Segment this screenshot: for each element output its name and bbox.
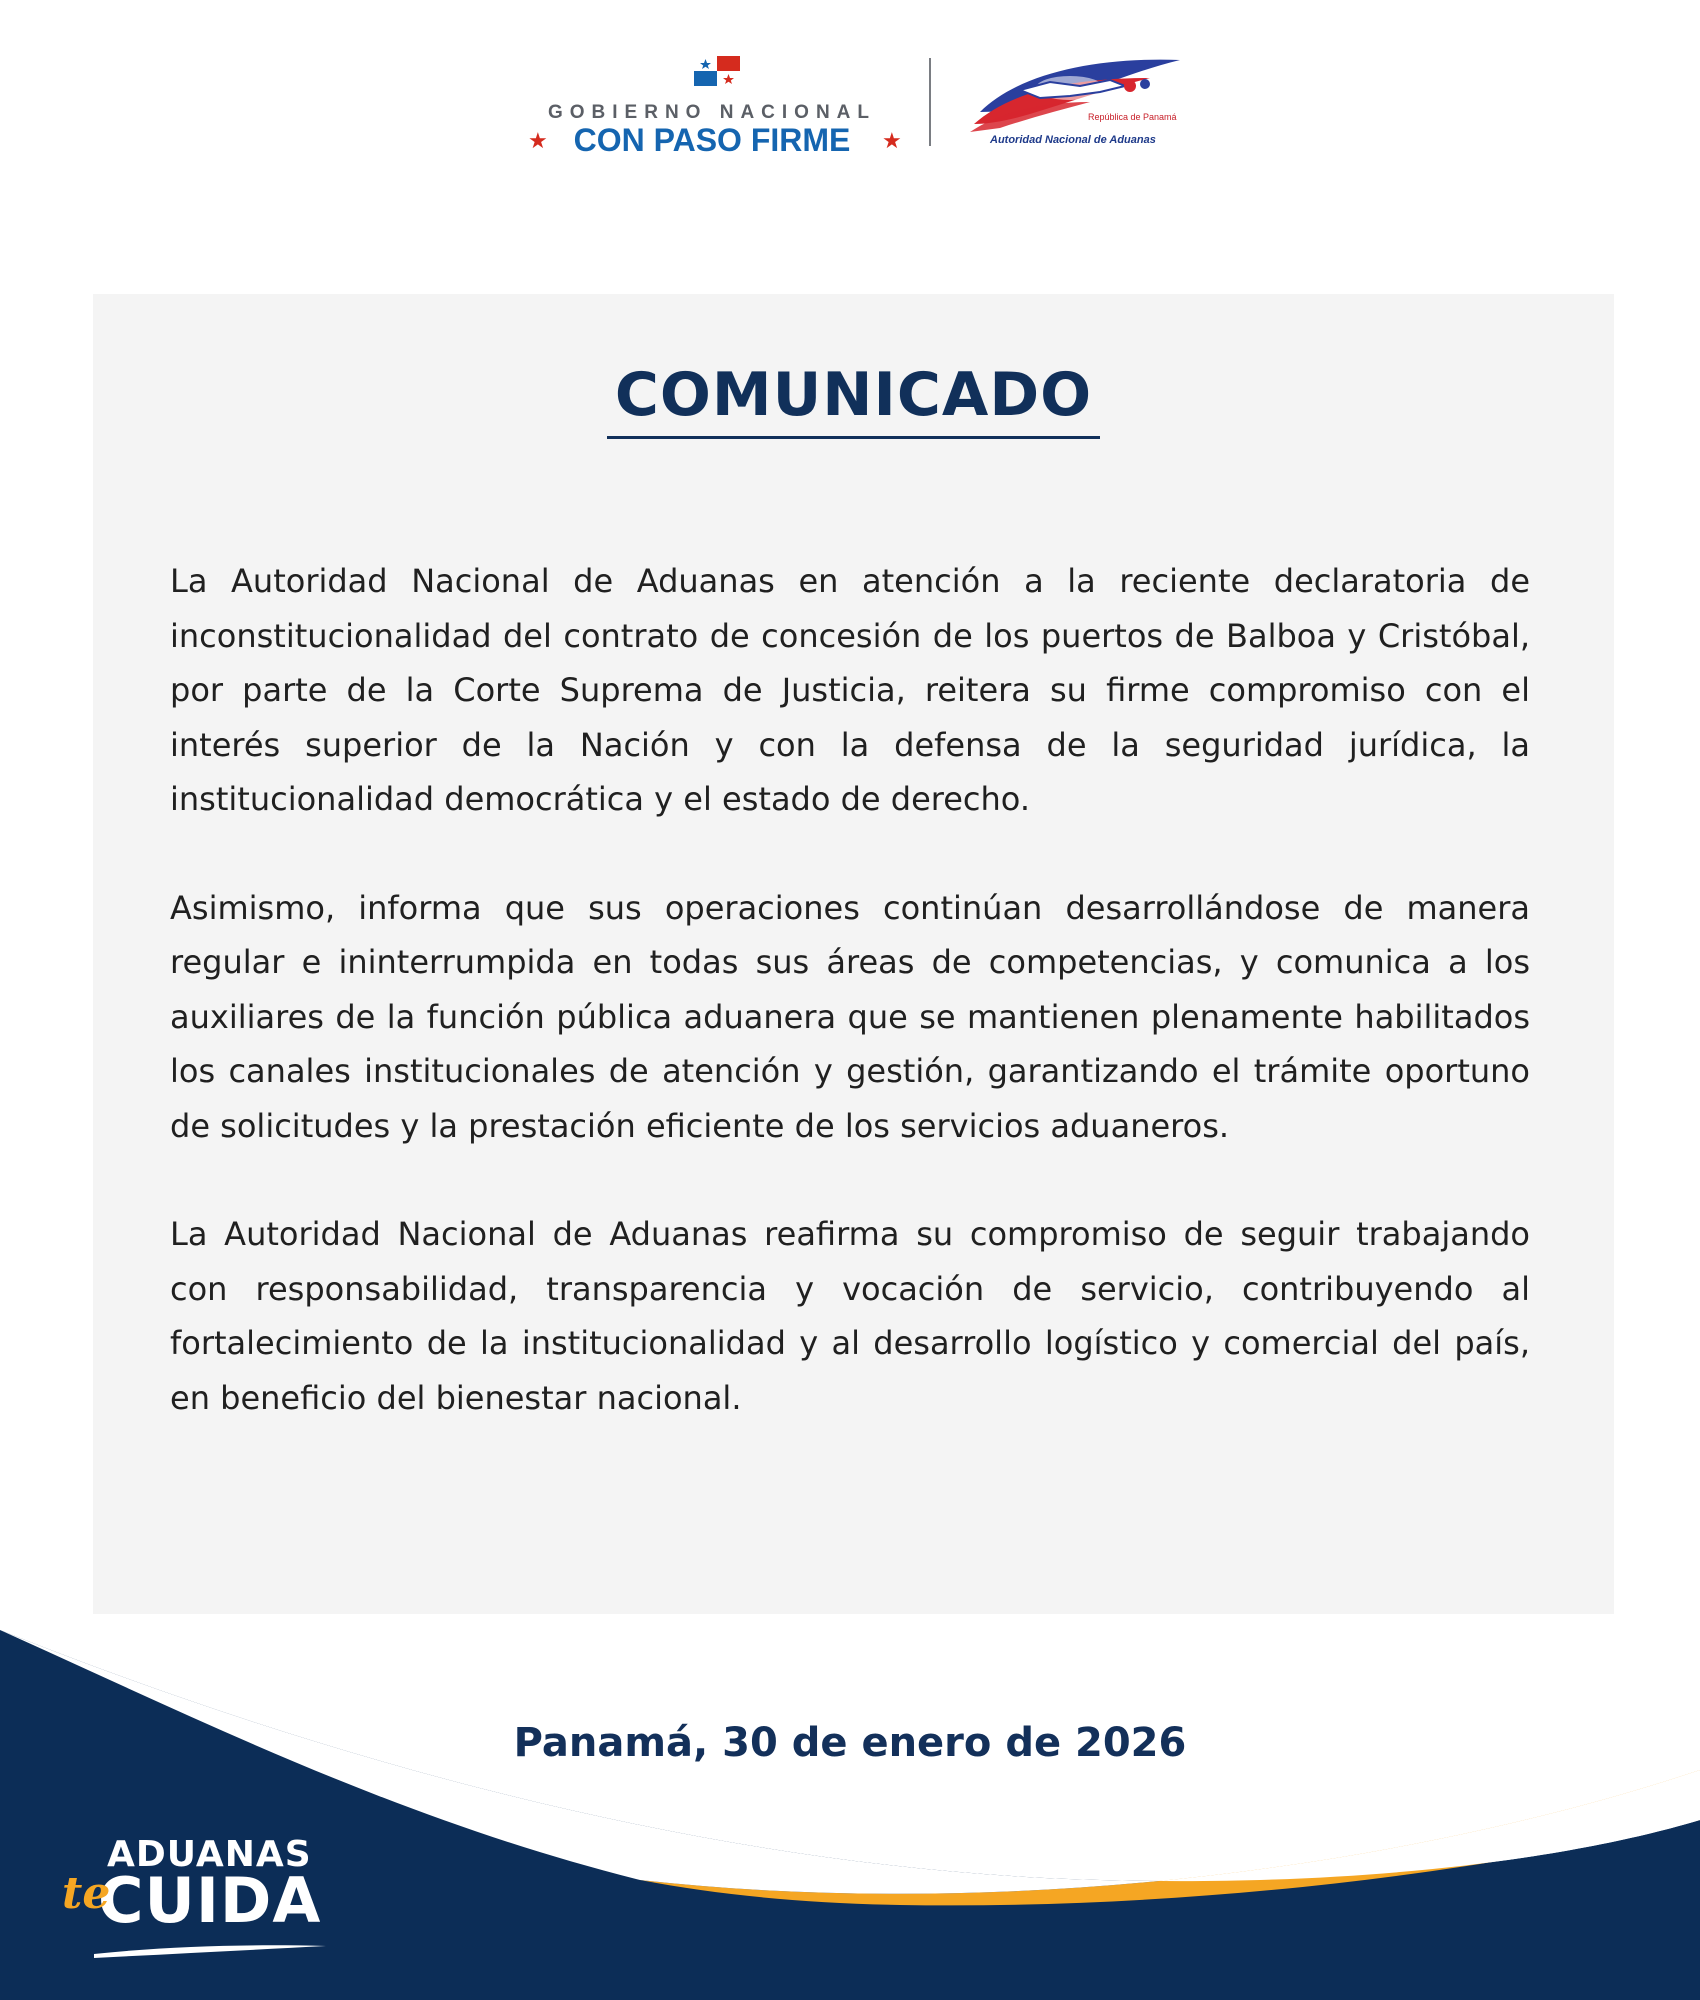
swoosh-icon xyxy=(90,1940,330,1960)
gobierno-nacional-logo xyxy=(522,56,902,156)
panama-flag-icon xyxy=(694,56,740,86)
header xyxy=(0,48,1700,158)
star-icon: ★ xyxy=(882,128,902,153)
brand-cuida: CUIDA xyxy=(98,1864,322,1937)
document-title xyxy=(93,360,1614,439)
brand-aduanas: ADUANAS xyxy=(107,1834,312,1875)
document-title-text: COMUNICADO xyxy=(607,360,1100,439)
autoridad-name-label: Autoridad Nacional de Aduanas xyxy=(990,134,1156,146)
gov-line-1: GOBIERNO NACIONAL xyxy=(548,102,876,123)
republica-label: República de Panamá xyxy=(1088,112,1177,122)
header-divider xyxy=(929,58,931,146)
communique-panel xyxy=(93,294,1614,1614)
autoridad-aduanas-logo xyxy=(960,52,1190,152)
paragraph: Asimismo, informa que sus operaciones continúan desarrollándose de manera regular e ininterrumpida en todas sus áreas de competencias, y comunica a los auxiliares de la función pública aduanera que se mantienen plenamente habilitados los canales institucionales de atención y gestión, garantizando el trámite oportuno de solicitudes y la prestación eficiente de los servicios aduaneros. xyxy=(170,888,1530,1145)
paragraph: La Autoridad Nacional de Aduanas en atención a la reciente declaratoria de inconstitucionalidad del contrato de concesión de los puertos de Balboa y Cristóbal, por parte de la Corte Suprema de Justicia, reitera su firme compromiso con el interés superior de la Nación y con la defensa de la seguridad jurídica, la institucionalidad democrática y el estado de derecho. xyxy=(170,562,1530,818)
aduanas-emblem-icon xyxy=(960,52,1190,138)
document-date: Panamá, 30 de enero de 2026 xyxy=(513,1720,1187,1766)
star-icon: ★ xyxy=(528,128,548,153)
aduanas-te-cuida-logo xyxy=(62,1834,342,1964)
gov-line-2: CON PASO FIRME xyxy=(573,122,851,158)
brand-te: te xyxy=(62,1868,111,1919)
paragraph: La Autoridad Nacional de Aduanas reafirma su compromiso de seguir trabajando con responsabilidad, transparencia y vocación de servicio, contribuyendo al fortalecimiento de la institucionalidad y al desarrollo logístico y comercial del país, en beneficio del bienestar nacional. xyxy=(170,1215,1530,1417)
document-body xyxy=(170,554,1530,1479)
